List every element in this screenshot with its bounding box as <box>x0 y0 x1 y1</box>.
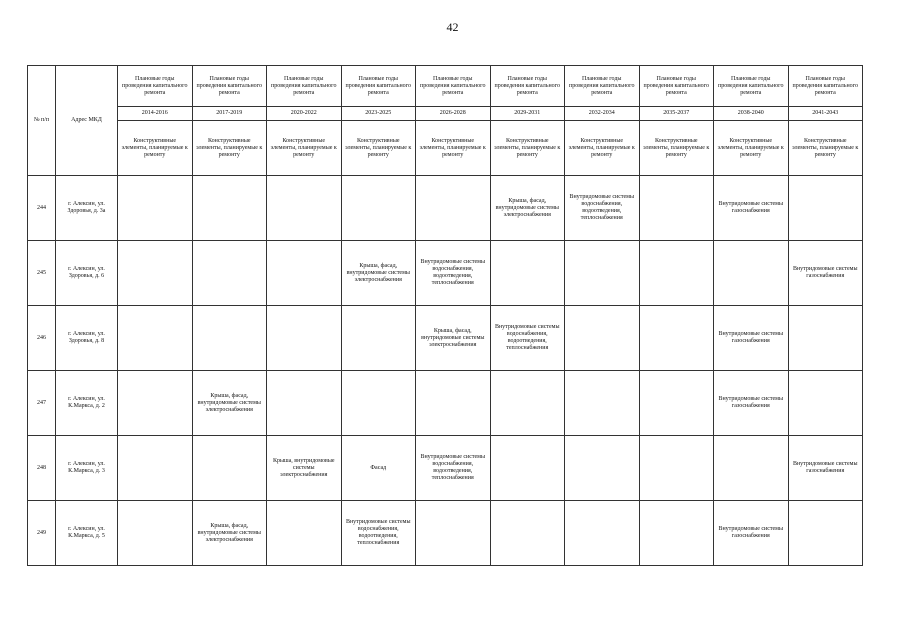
repair-elements-cell <box>565 436 640 501</box>
repair-elements-cell <box>639 306 714 371</box>
period-years: 2029-2031 <box>490 107 565 121</box>
period-title: Плановые годы проведения капитального ремонта <box>565 66 640 107</box>
period-title: Плановые годы проведения капитального ремонта <box>788 66 863 107</box>
repair-elements-cell: Внутридомовые системы водоснабжения, водоотведения, теплоснабжения <box>341 501 416 566</box>
period-title: Плановые годы проведения капитального ремонта <box>192 66 267 107</box>
repair-elements-cell <box>416 176 491 241</box>
repair-elements-cell <box>118 501 193 566</box>
row-number: 245 <box>28 241 56 306</box>
repair-elements-cell <box>118 436 193 501</box>
repair-elements-cell <box>192 176 267 241</box>
repair-elements-cell <box>267 241 342 306</box>
repair-elements-cell <box>267 501 342 566</box>
repair-elements-cell <box>341 176 416 241</box>
repair-elements-cell <box>490 241 565 306</box>
period-elements-label: Конструктивные элементы, планируемые к ремонту <box>788 121 863 176</box>
repair-elements-cell <box>118 176 193 241</box>
repair-elements-cell <box>341 371 416 436</box>
repair-elements-cell <box>267 176 342 241</box>
period-years: 2026-2028 <box>416 107 491 121</box>
repair-elements-cell: Крыша, фасад, внутридомовые системы электроснабжения <box>341 241 416 306</box>
repair-elements-cell <box>788 306 863 371</box>
period-title: Плановые годы проведения капитального ремонта <box>714 66 789 107</box>
period-elements-label: Конструктивные элементы, планируемые к ремонту <box>118 121 193 176</box>
row-address: г. Алексин, ул. К.Маркса, д. 3 <box>56 436 118 501</box>
row-number: 246 <box>28 306 56 371</box>
repair-elements-cell <box>565 306 640 371</box>
repair-elements-cell <box>788 176 863 241</box>
row-address: г. Алексин, ул. Здоровья, д. 3а <box>56 176 118 241</box>
col-header-address: Адрес МКД <box>56 66 118 176</box>
period-title: Плановые годы проведения капитального ремонта <box>341 66 416 107</box>
row-number: 244 <box>28 176 56 241</box>
repair-elements-cell <box>416 501 491 566</box>
period-years: 2032-2034 <box>565 107 640 121</box>
repair-elements-cell: Крыша, фасад, внутридомовые системы электроснабжения <box>490 176 565 241</box>
repair-elements-cell <box>639 436 714 501</box>
period-elements-label: Конструктивные элементы, планируемые к ремонту <box>490 121 565 176</box>
period-years: 2038-2040 <box>714 107 789 121</box>
table-row <box>28 501 863 566</box>
repair-elements-cell <box>714 241 789 306</box>
repair-elements-cell <box>639 501 714 566</box>
repair-elements-cell <box>565 371 640 436</box>
period-elements-label: Конструктивные элементы, планируемые к ремонту <box>267 121 342 176</box>
repair-elements-cell <box>788 371 863 436</box>
table-row <box>28 371 863 436</box>
repair-elements-cell <box>192 241 267 306</box>
repair-elements-cell <box>341 306 416 371</box>
period-years: 2041-2043 <box>788 107 863 121</box>
repair-elements-cell <box>267 371 342 436</box>
repair-elements-cell: Крыша, фасад, внутридомовые системы электроснабжения <box>416 306 491 371</box>
row-number: 247 <box>28 371 56 436</box>
repair-elements-cell <box>118 241 193 306</box>
repair-elements-cell: Крыша, внутридомовые системы электроснабжения <box>267 436 342 501</box>
repair-elements-cell: Фасад <box>341 436 416 501</box>
table-row <box>28 436 863 501</box>
repair-elements-cell <box>192 436 267 501</box>
row-address: г. Алексин, ул. Здоровья, д. 8 <box>56 306 118 371</box>
period-years: 2020-2022 <box>267 107 342 121</box>
repair-elements-cell <box>416 371 491 436</box>
period-elements-label: Конструктивные элементы, планируемые к ремонту <box>341 121 416 176</box>
period-elements-label: Конструктивные элементы, планируемые к ремонту <box>416 121 491 176</box>
repair-elements-cell: Внутридомовые системы водоснабжения, водоотведения, теплоснабжения <box>565 176 640 241</box>
repair-elements-cell <box>490 436 565 501</box>
table-row <box>28 241 863 306</box>
row-address: г. Алексин, ул. К.Маркса, д. 5 <box>56 501 118 566</box>
repair-elements-cell: Внутридомовые системы газоснабжения <box>714 176 789 241</box>
page-number: 42 <box>446 20 459 34</box>
repair-elements-cell <box>565 241 640 306</box>
period-years: 2014-2016 <box>118 107 193 121</box>
repair-elements-cell <box>192 306 267 371</box>
period-years: 2017-2019 <box>192 107 267 121</box>
repair-elements-cell <box>639 176 714 241</box>
repair-elements-cell <box>639 241 714 306</box>
repair-elements-cell: Внутридомовые системы водоснабжения, водоотведения, теплоснабжения <box>490 306 565 371</box>
repair-elements-cell: Крыша, фасад, внутридомовые системы электроснабжения <box>192 501 267 566</box>
header-row-titles <box>28 66 863 107</box>
repair-elements-cell <box>490 501 565 566</box>
repair-elements-cell: Внутридомовые системы водоснабжения, водоотведения, теплоснабжения <box>416 436 491 501</box>
table-row <box>28 176 863 241</box>
period-title: Плановые годы проведения капитального ремонта <box>639 66 714 107</box>
repair-elements-cell: Крыша, фасад, внутридомовые системы электроснабжения <box>192 371 267 436</box>
repair-elements-cell: Внутридомовые системы газоснабжения <box>788 436 863 501</box>
repair-elements-cell <box>639 371 714 436</box>
period-title: Плановые годы проведения капитального ремонта <box>118 66 193 107</box>
repair-elements-cell <box>267 306 342 371</box>
repair-elements-cell <box>714 436 789 501</box>
col-header-number: № п/п <box>28 66 56 176</box>
period-elements-label: Конструктивные элементы, планируемые к ремонту <box>714 121 789 176</box>
repair-elements-cell: Внутридомовые системы газоснабжения <box>714 306 789 371</box>
repair-elements-cell: Внутридомовые системы водоснабжения, водоотведения, теплоснабжения <box>416 241 491 306</box>
row-address: г. Алексин, ул. Здоровья, д. 6 <box>56 241 118 306</box>
repair-elements-cell <box>490 371 565 436</box>
header-row-years <box>28 107 863 121</box>
repair-elements-cell <box>118 371 193 436</box>
period-years: 2023-2025 <box>341 107 416 121</box>
period-elements-label: Конструктивные элементы, планируемые к ремонту <box>192 121 267 176</box>
period-title: Плановые годы проведения капитального ремонта <box>490 66 565 107</box>
repair-schedule-table <box>27 65 863 566</box>
repair-elements-cell: Внутридомовые системы газоснабжения <box>788 241 863 306</box>
period-elements-label: Конструктивные элементы, планируемые к ремонту <box>639 121 714 176</box>
repair-elements-cell <box>565 501 640 566</box>
repair-elements-cell <box>788 501 863 566</box>
row-number: 249 <box>28 501 56 566</box>
repair-elements-cell: Внутридомовые системы газоснабжения <box>714 501 789 566</box>
period-elements-label: Конструктивные элементы, планируемые к ремонту <box>565 121 640 176</box>
repair-elements-cell: Внутридомовые системы газоснабжения <box>714 371 789 436</box>
table-row <box>28 306 863 371</box>
repair-elements-cell <box>118 306 193 371</box>
row-address: г. Алексин, ул. К.Маркса, д. 2 <box>56 371 118 436</box>
header-row-elements <box>28 121 863 176</box>
period-title: Плановые годы проведения капитального ремонта <box>416 66 491 107</box>
period-years: 2035-2037 <box>639 107 714 121</box>
row-number: 248 <box>28 436 56 501</box>
period-title: Плановые годы проведения капитального ремонта <box>267 66 342 107</box>
